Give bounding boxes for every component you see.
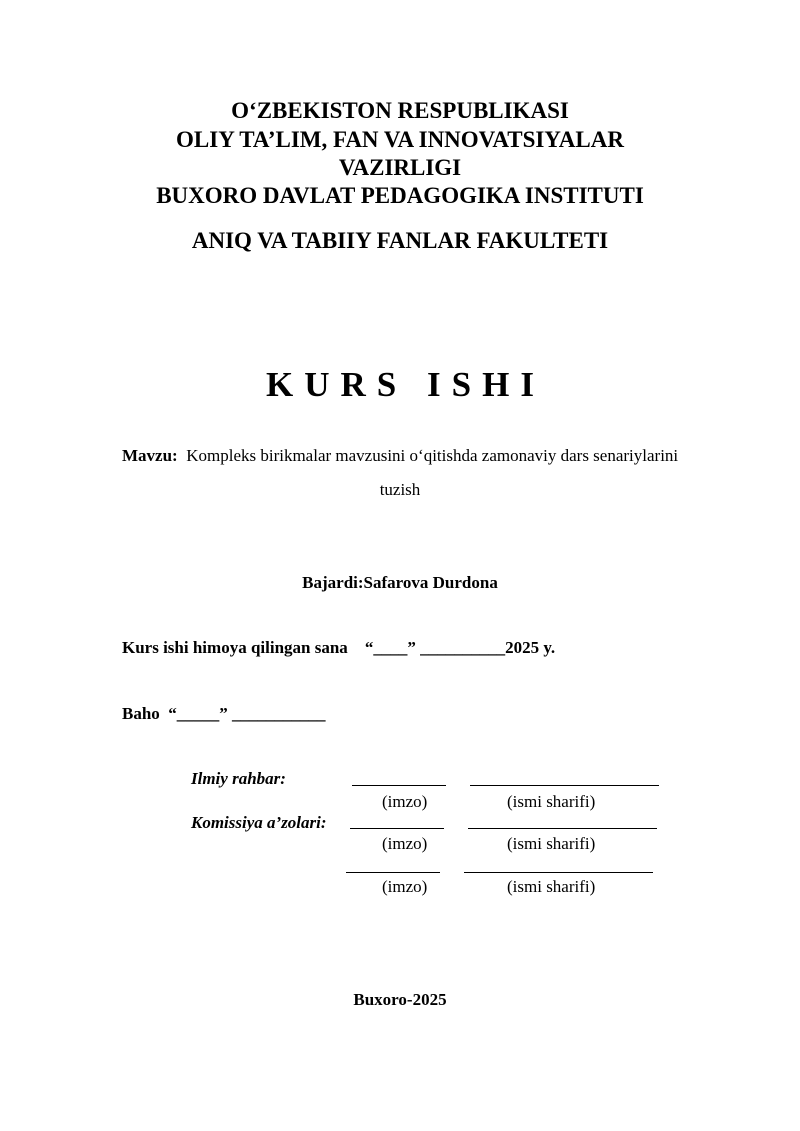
supervisor-label: Ilmiy rahbar: bbox=[191, 769, 286, 788]
ministry-name-cont: VAZIRLIGI bbox=[338, 155, 462, 180]
ministry-name: OLIY TA’LIM, FAN VA INNOVATSIYALAR bbox=[176, 127, 624, 152]
faculty-name: ANIQ VA TABIIY FANLAR FAKULTETI bbox=[191, 228, 609, 253]
supervisor-name-caption: (ismi sharifi) bbox=[507, 792, 596, 811]
commission2-signature-caption: (imzo) bbox=[382, 877, 428, 896]
commission1-signature-line bbox=[350, 828, 444, 829]
defense-date-line bbox=[122, 637, 555, 659]
footer-city-year: Buxoro-2025 bbox=[353, 990, 447, 1009]
defense-year: 2025 y. bbox=[505, 638, 556, 657]
commission1-signature-caption: (imzo) bbox=[382, 834, 428, 853]
commission-label: Komissiya a’zolari: bbox=[191, 813, 327, 832]
topic-label: Mavzu: bbox=[122, 446, 178, 465]
commission2-signature-line bbox=[346, 872, 440, 873]
grade-label: Baho bbox=[122, 704, 160, 723]
commission2-name-caption: (ismi sharifi) bbox=[507, 877, 596, 896]
defense-month-blank: __________ bbox=[420, 638, 506, 657]
ministry-country: O‘ZBEKISTON RESPUBLIKASI bbox=[231, 98, 569, 123]
commission1-name-caption: (ismi sharifi) bbox=[507, 834, 596, 853]
topic-line bbox=[122, 439, 762, 473]
supervisor-signature-line bbox=[352, 785, 446, 786]
topic-text-cont: tuzish bbox=[379, 480, 421, 499]
supervisor-name-line bbox=[470, 785, 659, 786]
grade-text-blank: ___________ bbox=[232, 704, 326, 723]
topic-text: Kompleks birikmalar mavzusini o‘qitishda zamonaviy dars senariylarini bbox=[186, 446, 679, 465]
author: Bajardi:Safarova Durdona bbox=[302, 573, 498, 592]
commission2-name-line bbox=[464, 872, 653, 873]
defense-day-blank: “____” bbox=[364, 638, 416, 657]
grade-line bbox=[122, 703, 326, 725]
defense-date-label: Kurs ishi himoya qilingan sana bbox=[122, 638, 348, 657]
grade-score-blank: “_____” bbox=[168, 704, 228, 723]
supervisor-signature-caption: (imzo) bbox=[382, 792, 428, 811]
institute-name: BUXORO DAVLAT PEDAGOGIKA INSTITUTI bbox=[156, 183, 644, 208]
document-title: KURS ISHI bbox=[266, 365, 545, 404]
commission1-name-line bbox=[468, 828, 657, 829]
